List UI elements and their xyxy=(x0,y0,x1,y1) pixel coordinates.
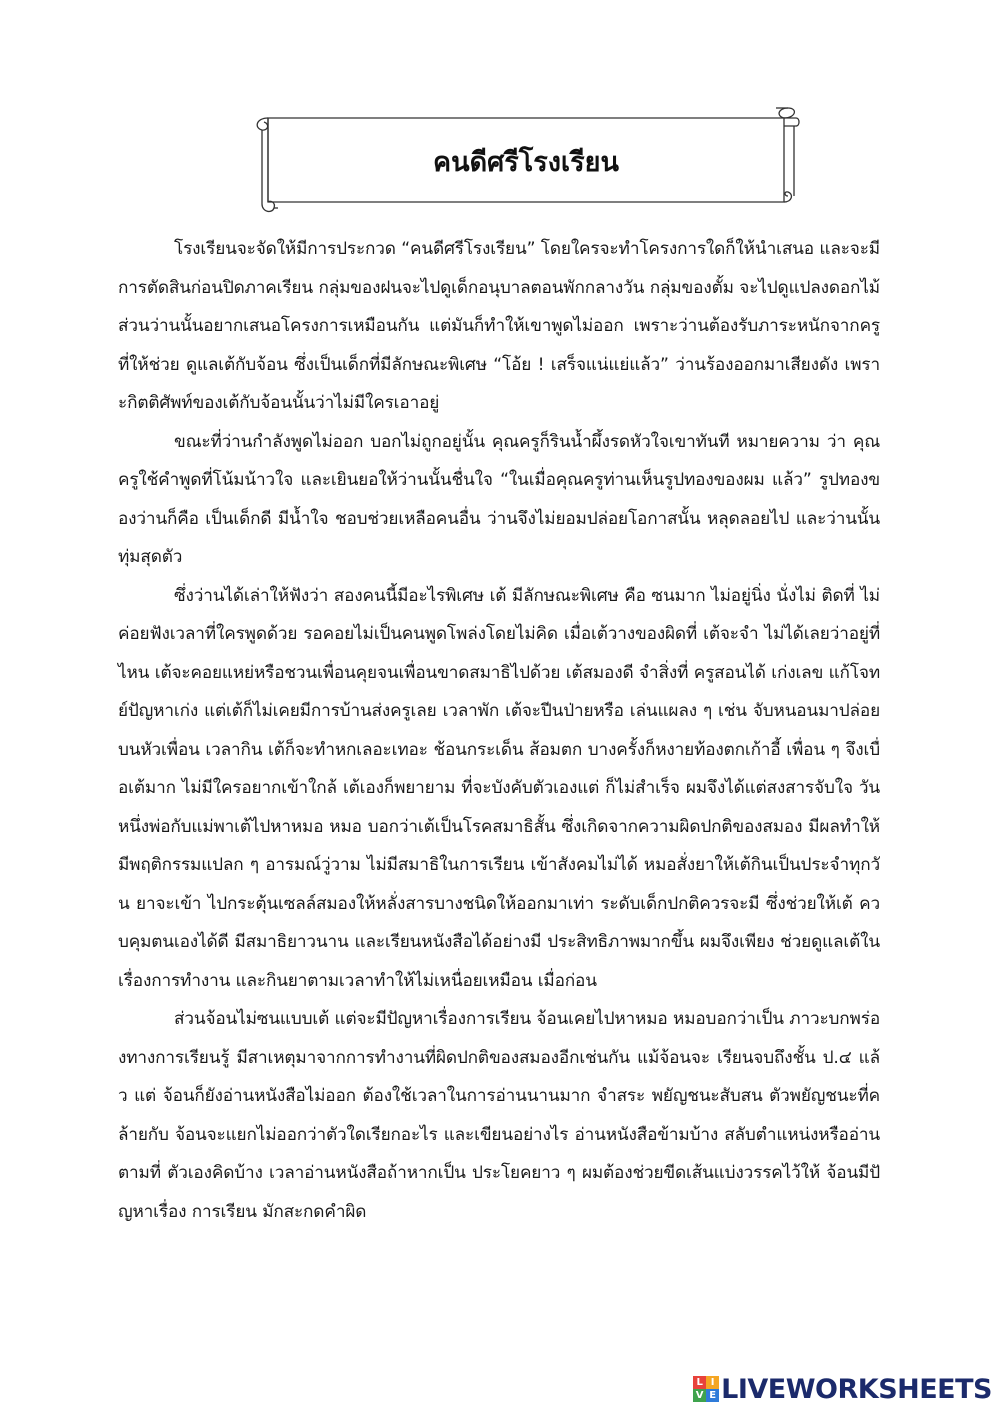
paragraph-2: ขณะที่ว่านกำลังพูดไม่ออก บอกไม่ถูกอยู่นั้น คุณครูก็รินน้ำผึ้งรดหัวใจเขาทันที หมายความ ว่า คุณครูใช้คำพูดที่โน้มน้าวใจ และเยินยอให้ว่านนั้นชื่นใจ “ในเมื่อคุณครูท่านเห็นรูปทองของผม แล้ว” รูปทองของว่านก็คือ เป็นเด็กดี มีน้ำใจ ชอบช่วยเหลือคนอื่น ว่านจึงไม่ยอมปล่อยโอกาสนั้น หลุดลอยไป และว่านนั้นทุ่มสุดตัว xyxy=(118,431,880,567)
paragraph-1: โรงเรียนจะจัดให้มีการประกวด “คนดีศรีโรงเรียน” โดยใครจะทำโครงการใดก็ให้นำเสนอ และจะมี การตัดสินก่อนปิดภาคเรียน กลุ่มของฝนจะไปดูเด็กอนุบาลตอนพักกลางวัน กลุ่มของตั้ม จะไปดูแปลงดอกไม้ ส่วนว่านนั้นอยากเสนอโครงการเหมือนกัน แต่มันก็ทำให้เขาพูดไม่ออก เพราะว่านต้องรับภาระหนักจากครูที่ให้ช่วย ดูแลเต้กับจ้อน ซึ่งเป็นเด็กที่มีลักษณะพิเศษ “โอ้ย ! เสร็จแน่แย่แล้ว” ว่านร้องออกมาเสียงดัง เพราะกิตติศัพท์ของเต้กับจ้อนนั้นว่าไม่มีใครเอาอยู่ xyxy=(118,239,880,413)
logo-block-2: I xyxy=(706,1376,719,1389)
title-scroll-banner xyxy=(248,104,804,216)
page-title: คนดีศรีโรงเรียน xyxy=(433,147,619,178)
logo-blocks-icon xyxy=(693,1376,719,1402)
logo-block-3: V xyxy=(693,1389,706,1402)
logo-block-1: L xyxy=(693,1376,706,1389)
paragraph-3: ซึ่งว่านได้เล่าให้ฟังว่า สองคนนี้มีอะไรพิเศษ เต้ มีลักษณะพิเศษ คือ ซนมาก ไม่อยู่นิ่ง นั่งไม่ ติดที่ ไม่ค่อยฟังเวลาที่ใครพูดด้วย รอคอยไม่เป็นคนพูดโพล่งโดยไม่คิด เมื่อเต้วางของผิดที่ เต้จะจำ ไม่ได้เลยว่าอยู่ที่ไหน เต้จะคอยแหย่หรือชวนเพื่อนคุยจนเพื่อนขาดสมาธิไปด้วย เต้สมองดี จำสิ่งที่ ครูสอนได้ เก่งเลข แก้โจทย์ปัญหาเก่ง แต่เต้ก็ไม่เคยมีการบ้านส่งครูเลย เวลาพัก เต้จะปีนป่ายหรือ เล่นแผลง ๆ เช่น จับหนอนมาปล่อยบนหัวเพื่อน เวลากิน เต้ก็จะทำหกเลอะเทอะ ช้อนกระเด็น ส้อมตก บางครั้งก็หงายท้องตกเก้าอี้ เพื่อน ๆ จึงเบื่อเต้มาก ไม่มีใครอยากเข้าใกล้ เต้เองก็พยายาม ที่จะบังคับตัวเองแต่ ก็ไม่สำเร็จ ผมจึงได้แต่สงสารจับใจ วันหนึ่งพ่อกับแม่พาเต้ไปหาหมอ หมอ บอกว่าเต้เป็นโรคสมาธิสั้น ซึ่งเกิดจากความผิดปกติของสมอง มีผลทำให้มีพฤติกรรมแปลก ๆ อารมณ์วู่วาม ไม่มีสมาธิในการเรียน เข้าสังคมไม่ได้ หมอสั่งยาให้เต้กินเป็นประจำทุกวัน ยาจะเข้า ไปกระตุ้นเซลล์สมองให้หลั่งสารบางชนิดให้ออกมาเท่า ระดับเด็กปกติควรจะมี ซึ่งช่วยให้เต้ ควบคุมตนเองได้ดี มีสมาธิยาวนาน และเรียนหนังสือได้อย่างมี ประสิทธิภาพมากขึ้น ผมจึงเพียง ช่วยดูแลเต้ในเรื่องการทำงาน และกินยาตามเวลาทำให้ไม่เหนื่อยเหมือน เมื่อก่อน xyxy=(118,585,880,991)
logo-text: LIVEWORKSHEETS xyxy=(721,1373,992,1405)
paragraph-4: ส่วนจ้อนไม่ซนแบบเต้ แต่จะมีปัญหาเรื่องการเรียน จ้อนเคยไปหาหมอ หมอบอกว่าเป็น ภาวะบกพร่องทางการเรียนรู้ มีสาเหตุมาจากการทำงานที่ผิดปกติของสมองอีกเช่นกัน แม้จ้อนจะ เรียนจบถึงชั้น ป.๔ แล้ว แต่ จ้อนก็ยังอ่านหนังสือไม่ออก ต้องใช้เวลาในการอ่านนานมาก จำสระ พยัญชนะสับสน ตัวพยัญชนะที่คล้ายกับ จ้อนจะแยกไม่ออกว่าตัวใดเรียกอะไร และเขียนอย่างไร อ่านหนังสือข้ามบ้าง สลับตำแหน่งหรืออ่านตามที่ ตัวเองคิดบ้าง เวลาอ่านหนังสือถ้าหากเป็น ประโยคยาว ๆ ผมต้องช่วยขีดเส้นแบ่งวรรคไว้ให้ จ้อนมีปัญหาเรื่อง การเรียน มักสะกดคำผิด xyxy=(118,1009,880,1222)
article-body xyxy=(118,230,880,1231)
liveworksheets-logo xyxy=(693,1373,992,1405)
logo-block-4: E xyxy=(706,1389,719,1402)
